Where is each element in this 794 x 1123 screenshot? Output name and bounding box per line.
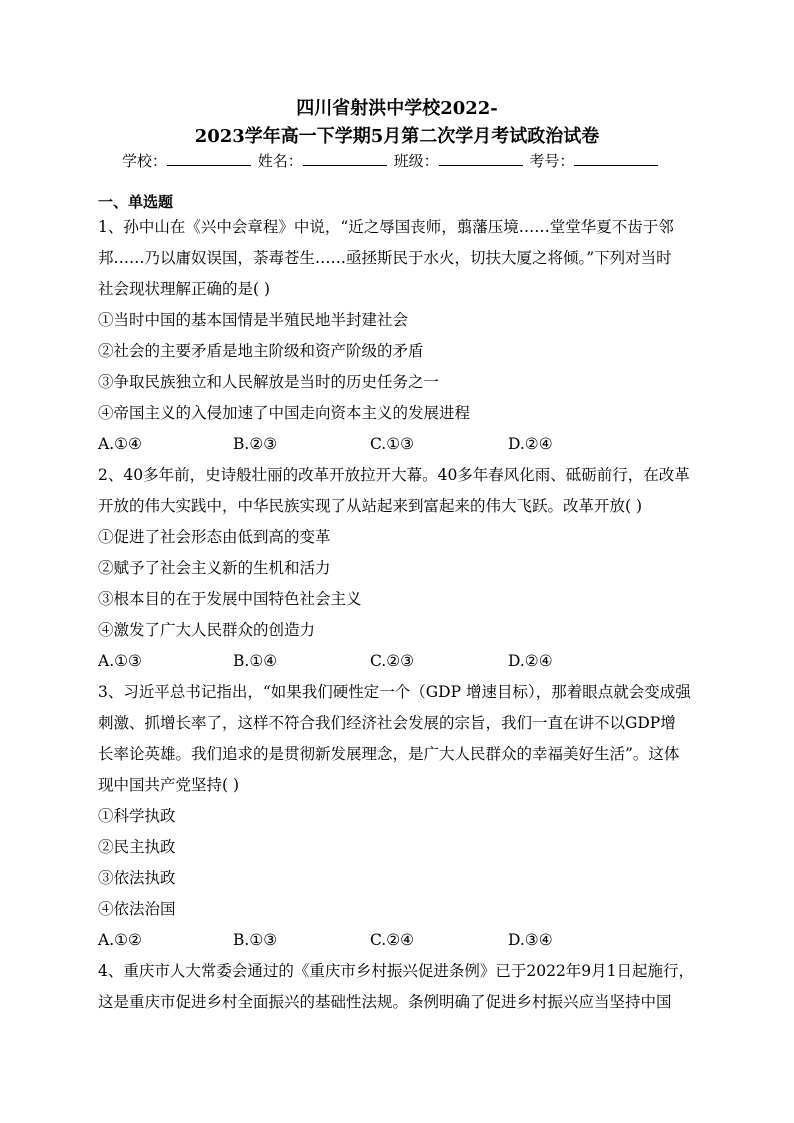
name-label: 姓名：	[257, 152, 303, 170]
choice-d[interactable]: D.②④	[508, 652, 553, 670]
choice-c[interactable]: C.②④	[370, 931, 415, 949]
choice-c[interactable]: C.①③	[370, 435, 415, 453]
question-3	[98, 677, 698, 956]
question-text-line: 2、40多年前，史诗般壮丽的改革开放拉开大幕。40多年春风化雨、砥砺前行，在改革	[98, 466, 690, 484]
school-label: 学校：	[122, 152, 168, 170]
number-blank[interactable]	[574, 150, 658, 166]
name-blank[interactable]	[303, 150, 387, 166]
class-label: 班级：	[393, 152, 439, 170]
question-text-line: 这是重庆市促进乡村全面振兴的基础性法规。条例明确了促进乡村振兴应当坚持中国	[98, 993, 672, 1011]
statement-option: ④帝国主义的入侵加速了中国走向资本主义的发展进程	[98, 404, 471, 422]
question-text-line: 社会现状理解正确的是( )	[98, 280, 271, 298]
choice-b[interactable]: B.①④	[233, 652, 278, 670]
choice-a[interactable]: A.①④	[98, 435, 142, 453]
choice-d[interactable]: D.③④	[508, 931, 553, 949]
question-text-line: 4、重庆市人大常委会通过的《重庆市乡村振兴促进条例》已于2022年9月1日起施行，	[98, 962, 695, 980]
statement-option: ③根本目的在于发展中国特色社会主义	[98, 590, 362, 608]
choice-c[interactable]: C.②③	[370, 652, 415, 670]
question-text-line: 3、习近平总书记指出，“如果我们硬性定一个（GDP 增速目标），那着眼点就会变成强	[98, 683, 691, 701]
question-text-line: 刺激、抓增长率了，这样不符合我们经济社会发展的宗旨，我们一直在讲不以GDP增	[98, 714, 676, 732]
choice-d[interactable]: D.②④	[508, 435, 553, 453]
statement-option: ③争取民族独立和人民解放是当时的历史任务之一	[98, 373, 440, 391]
questions-container	[98, 212, 698, 1018]
statement-option: ②赋予了社会主义新的生机和活力	[98, 559, 331, 577]
answer-choices	[98, 646, 698, 677]
question-text-line: 长率论英雄。我们追求的是贯彻新发展理念，是广大人民群众的幸福美好生活”。这体	[98, 745, 680, 763]
statement-option: ②社会的主要矛盾是地主阶级和资产阶级的矛盾	[98, 342, 424, 360]
question-1	[98, 212, 698, 460]
class-blank[interactable]	[439, 150, 523, 166]
section-title: 一、单选题	[98, 193, 174, 211]
school-blank[interactable]	[167, 150, 251, 166]
question-text-line: 邦……乃以庸奴误国，荼毒苍生……亟拯斯民于水火，切扶大厦之将倾。”下列对当时	[98, 249, 672, 267]
question-4	[98, 956, 698, 1018]
statement-option: ①当时中国的基本国情是半殖民地半封建社会	[98, 311, 409, 329]
answer-choices	[98, 925, 698, 956]
statement-option: ②民主执政	[98, 838, 176, 856]
student-info-row	[122, 150, 682, 172]
statement-option: ④依法治国	[98, 900, 176, 918]
statement-option: ④激发了广大人民群众的创造力	[98, 621, 316, 639]
statement-option: ①促进了社会形态由低到高的变革	[98, 528, 331, 546]
exam-title-line1: 四川省射洪中学校2022-	[296, 98, 498, 119]
question-text-line: 现中国共产党坚持( )	[98, 776, 240, 794]
statement-option: ③依法执政	[98, 869, 176, 887]
exam-title-line2: 2023学年高一下学期5月第二次学月考试政治试卷	[194, 126, 600, 147]
number-label: 考号：	[529, 152, 575, 170]
question-text-line: 1、孙中山在《兴中会章程》中说，“近之辱国丧师，翦藩压境……堂堂华夏不齿于邻	[98, 218, 674, 236]
choice-a[interactable]: A.①③	[98, 652, 142, 670]
choice-b[interactable]: B.②③	[233, 435, 278, 453]
answer-choices	[98, 429, 698, 460]
question-text-line: 开放的伟大实践中，中华民族实现了从站起来到富起来的伟大飞跃。改革开放( )	[98, 497, 643, 515]
statement-option: ①科学执政	[98, 807, 176, 825]
choice-b[interactable]: B.①③	[233, 931, 278, 949]
question-2	[98, 460, 698, 677]
choice-a[interactable]: A.①②	[98, 931, 142, 949]
